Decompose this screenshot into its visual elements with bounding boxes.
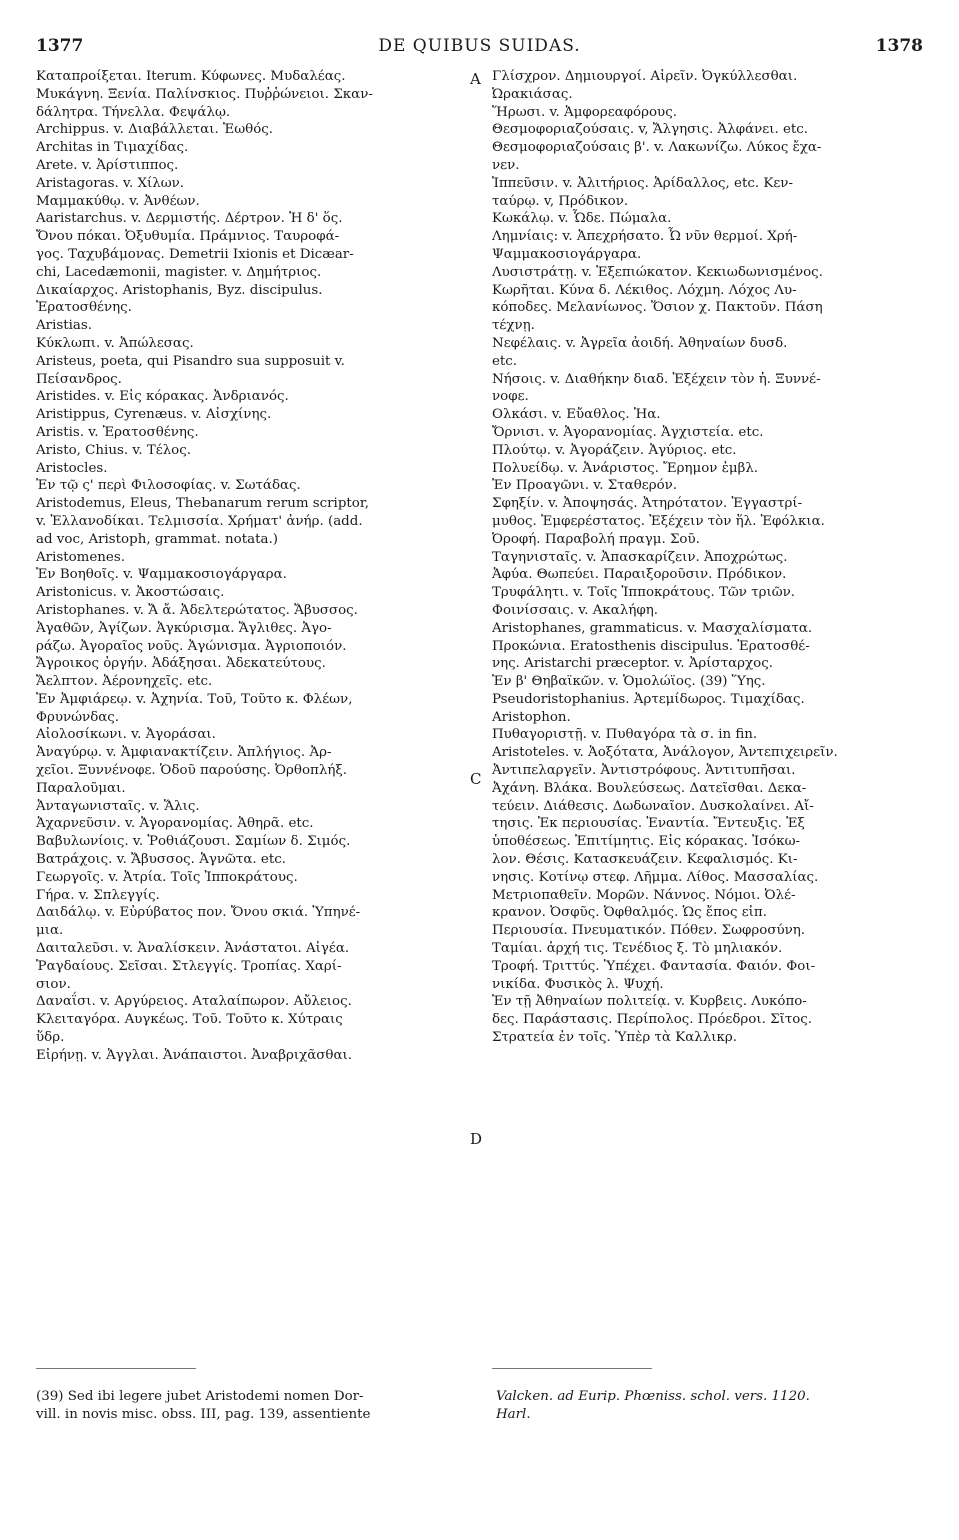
text-line: Πυθαγοριστῇ. v. Πυθαγόρα τὰ σ. in fin. — [492, 727, 758, 743]
footnote-line: Harl. — [496, 1406, 531, 1422]
text-line: Μυκάγνη. Ξενία. Παλίνσκιος. Πυῤῥώνειοι. Σκαν- — [36, 86, 373, 102]
right-column-number: 1378 — [875, 36, 923, 56]
text-line: Τρυφάλητι. v. Τοῖς Ἱπποκράτους. Τῶν τριῶν. — [492, 585, 796, 601]
footnote-right — [496, 1388, 810, 1424]
text-line: v. Ἑλλανοδίκαι. Τελμισσία. Χρήματ' ἀνήρ. (add. — [36, 513, 363, 529]
text-line: Aaristarchus. v. Δερμιστής. Δέρτρον. Ἡ δ' ὅς. — [36, 211, 343, 227]
text-line: Ολκάσι. v. Εὔαθλος. Ἠα. — [492, 407, 661, 423]
text-line: κόποδες. Μελανίωνος. Ὅσιον χ. Πακτοῦν. Πάση — [492, 300, 823, 316]
text-line: Δικαίαρχος. Aristophanis, Byz. discipulus. — [36, 282, 323, 298]
text-line: νεν. — [492, 157, 520, 173]
text-line: Aristides. v. Εἰς κόρακας. Ἀνδριανός. — [36, 389, 289, 405]
text-line: Γήρα. v. Σπλεγγίς. — [36, 887, 160, 903]
text-line: Aristis. v. Ἐρατοσθένης. — [36, 424, 199, 440]
text-line: Ἱππεῦσιν. v. Ἀλιτήριος. Ἀρίδαλλος, etc. Κεν- — [492, 175, 793, 191]
text-line: νικίδα. Φυσικὸς λ. Ψυχή. — [492, 976, 664, 992]
text-line: δες. Παράστασις. Περίπολος. Πρόεδροι. Σῖτος. — [492, 1012, 813, 1028]
text-line: Aristophon. — [492, 709, 571, 725]
text-line: Ἐν τῷ ς' περὶ Φιλοσοφίας. v. Σωτάδας. — [36, 478, 301, 494]
text-line: Βατράχοις. v. Ἄβυσσος. Ἀγνῶτα. etc. — [36, 852, 286, 868]
text-line: Θεσμοφοριαζούσαις β'. v. Λακωνίζω. Λύκος ἔχα- — [492, 140, 822, 156]
text-line: Ἐν Ἀμφιάρεῳ. v. Ἀχηνία. Τοῦ, Τοῦτο κ. Φλέων, — [36, 691, 353, 707]
text-line: Στρατεία ἐν τοῖς. Ὑπὲρ τὰ Καλλικρ. — [492, 1030, 737, 1046]
text-line: μυθος. Ἐμφερέστατος. Ἐξέχειν τὸν ἥλ. Ἐφόλκια. — [492, 513, 825, 529]
text-line: Λυσιστράτῃ. v. Ἐξεπιώκατον. Κεκιωδωνισμένος. — [492, 264, 823, 280]
text-line: Ἐν β' Θηβαϊκῶν. v. Ὁμολώϊος. (39) Ὕης. — [492, 674, 766, 690]
text-line: Ἐρατοσθένης. — [36, 300, 132, 316]
text-line: Ἀγαθῶν, Ἀγίζων. Ἀγκύρισμα. Ἄγλιθες. Ἀγο- — [36, 620, 332, 636]
text-line: Παραλοῦμαι. — [36, 780, 126, 796]
text-line: Κωκάλῳ. v. Ὧδε. Πώμαλα. — [492, 211, 672, 227]
right-column — [492, 68, 924, 1047]
text-line: Archippus. v. Διαβάλλεται. Ἑωθός. — [36, 122, 274, 138]
text-line: ὕδρ. — [36, 1030, 65, 1046]
text-line: Φοινίσσαις. v. Ακαλήφη. — [492, 602, 659, 618]
text-line: Ὄνου πόκαι. Ὀξυθυμία. Πράμνιος. Ταυροφά- — [36, 229, 340, 245]
text-line: Νήσοις. v. Διαθήκην διαδ. Ἐξέχειν τὸν ἡ. Ξυννέ- — [492, 371, 821, 387]
text-line: τησις. Ἐκ περιουσίας. Ἐναντία. Ἔντευξις. Ἐξ — [492, 816, 805, 832]
text-line: Πολυείδῳ. v. Ἀνάριστος. Ἔρημον ἐμβλ. — [492, 460, 759, 476]
text-line: Μετριοπαθεῖν. Μορῶν. Νάννος. Νόμοι. Ὀλέ- — [492, 887, 796, 903]
text-line: Aristo, Chius. v. Τέλος. — [36, 442, 192, 458]
text-line: Aristippus, Cyrenæus. v. Αἰσχίνης. — [36, 407, 272, 423]
text-line: Ταμίαι. ἀρχή τις. Τενέδιος ξ. Τὸ μηλιακόν. — [492, 941, 783, 957]
text-line: Ἀχαρνεῦσιν. v. Ἀγορανομίας. Ἀθηρᾶ. etc. — [36, 816, 314, 832]
text-line: Ἀνταγωνισταῖς. v. Ἅλις. — [36, 798, 200, 814]
footnote-line: Valcken. ad Eurip. Phœniss. schol. vers. 1120. — [496, 1389, 810, 1404]
text-line: Aristeus, poeta, qui Pisandro sua supposuit v. — [36, 353, 345, 369]
text-line: Ἐν τῇ Ἀθηναίων πολιτείᾳ. v. Κυρβεις. Λυκόπο- — [492, 994, 807, 1010]
text-line: Aristagoras. v. Χίλων. — [36, 175, 185, 191]
text-line: Κύκλωπι. v. Ἀπώλεσας. — [36, 335, 194, 351]
text-line: Δαναΐσι. v. Αργύρειος. Αταλαίπωρον. Αὔλειος. — [36, 994, 352, 1010]
text-line: Περιουσία. Πνευματικόν. Πόθεν. Σωφροσύνη. — [492, 923, 806, 939]
text-line: Ἐν Προαγῶνι. v. Σταθερόν. — [492, 478, 678, 494]
text-line: τέχνῃ. — [492, 318, 535, 334]
text-line: ράζω. Ἀγοραῖος νοῦς. Ἀγώνισμα. Ἀγριοποιόν. — [36, 638, 347, 654]
footnote-line: (39) Sed ibi legere jubet Aristodemi nomen Dor- — [36, 1389, 364, 1404]
text-line: Aristophanes. v. Ἄ ἄ. Ἀδελτερώτατος. Ἄβυσσος. — [36, 602, 358, 618]
text-line: νησις. Κοτίνῳ στεφ. Λῆμμα. Λίθος. Μασσαλίας. — [492, 869, 819, 885]
text-line: Aristias. — [36, 318, 93, 334]
text-line: Architas in Τιμαχίδας. — [36, 140, 189, 156]
text-line: σιον. — [36, 976, 71, 992]
text-line: Aristodemus, Eleus, Thebanarum rerum scriptor, — [36, 496, 370, 512]
text-line: Θεσμοφοριαζούσαις. v, Ἄλγησις. Ἀλφάνει. etc. — [492, 122, 809, 138]
text-line: Ἥρωσι. v. Ἀμφορεαφόρους. — [492, 104, 677, 120]
text-line: Δαιδάλῳ. v. Εὐρύβατος πον. Ὄνου σκιά. Ὑπηνέ- — [36, 905, 361, 921]
text-line: Pseudoristophanius. Ἀρτεμίδωρος. Τιμαχίδας. — [492, 691, 805, 707]
footnote-left — [36, 1388, 370, 1424]
text-line: etc. — [492, 353, 518, 369]
text-line: μια. — [36, 923, 64, 939]
text-line: Aristonicus. v. Ἀκοστώσαις. — [36, 585, 225, 601]
text-line: νης. Aristarchi præceptor. v. Ἀρίσταρχος. — [492, 656, 773, 672]
footnote-rule-left — [36, 1368, 196, 1369]
text-line: Τροφή. Τριττύς. Ὑπέχει. Φαντασία. Φαιόν. Φοι- — [492, 958, 816, 974]
text-line: Μαμμακύθῳ. v. Ἀνθέων. — [36, 193, 200, 209]
text-line: Aristomenes. — [36, 549, 125, 565]
text-line: Βαβυλωνίοις. v. Ῥοθιάζουσι. Σαμίων δ. Σιμός. — [36, 834, 351, 850]
text-line: Ἄελπτον. Ἀέρονηχεῖς. etc. — [36, 674, 213, 690]
page-header — [36, 36, 923, 60]
text-line: Aristoteles. v. Ἀοξότατα, Ἀνάλογον, Ἀντεπιχειρεῖν. — [492, 745, 838, 761]
section-marker-c: C — [470, 770, 482, 788]
text-line: Ὠρακιάσας. — [492, 86, 573, 102]
text-line: Aristocles. — [36, 460, 108, 476]
text-line: Σφηξίν. v. Ἀποψησάς. Ἀτηρότατον. Ἐγγαστρί- — [492, 496, 803, 512]
text-line: Προκώνια. Eratosthenis discipulus. Ἐρατοσθέ- — [492, 638, 810, 654]
text-line: δάλητρα. Τήνελλα. Φεψάλῳ. — [36, 104, 231, 120]
section-marker-a: A — [470, 70, 481, 88]
footnote-line: vill. in novis misc. obss. III, pag. 139, assentiente — [36, 1406, 371, 1422]
section-marker-d: D — [470, 1130, 483, 1148]
text-line: Λημνίαις: v. Ἀπεχρήσατο. Ὦ νῦν θερμοί. Χρή- — [492, 229, 798, 245]
text-line: λον. Θέσις. Κατασκευάζειν. Κεφαλισμός. Κι- — [492, 852, 798, 868]
text-line: Ὄρνισι. v. Ἀγορανομίας. Ἀγχιστεία. etc. — [492, 424, 764, 440]
text-line: Εἰρήνῃ. v. Ἀγγλαι. Ἀνάπαιστοι. Ἀναβριχᾶσθαι. — [36, 1047, 352, 1063]
text-line: Arete. v. Ἀρίστιππος. — [36, 157, 179, 173]
text-line: Δαιταλεῦσι. v. Ἀναλίσκειν. Ἀνάστατοι. Αἰγέα. — [36, 941, 350, 957]
text-line: Ψαμμακοσιογάργαρα. — [492, 246, 642, 262]
text-line: κρανον. Ὀσφῦς. Ὀφθαλμός. Ὡς ἔπος εἰπ. — [492, 905, 767, 921]
text-line: Κλειταγόρα. Αυγκέως. Τοῦ. Τοῦτο κ. Χύτραις — [36, 1012, 343, 1028]
text-line: Πλούτῳ. v. Ἀγοράζειν. Ἀγύριος. etc. — [492, 442, 737, 458]
text-line: ad voc, Aristoph, grammat. notata.) — [36, 531, 278, 547]
running-title: DE QUIBUS SUIDAS. — [378, 36, 581, 56]
text-line: Νεφέλαις. v. Ἀγρεῖα ἀοιδή. Ἀθηναίων δυσδ. — [492, 335, 788, 351]
text-line: ταύρῳ. v, Πρόδικον. — [492, 193, 629, 209]
left-column — [36, 68, 476, 1065]
text-line: Ἀντιπελαργεῖν. Ἀντιστρόφους. Ἀντιτυπῆσαι. — [492, 763, 796, 779]
text-line: γος. Ταχυβάμονας. Demetrii Ixionis et Dicæar- — [36, 246, 354, 262]
text-line: Πείσανδρος. — [36, 371, 122, 387]
text-line: νοφε. — [492, 389, 529, 405]
footnote-rule-right — [492, 1368, 652, 1369]
text-line: Ἀφύα. Θωπεύει. Παραιξοροῦσιν. Πρόδικον. — [492, 567, 787, 583]
text-line: Ἐν Βοηθοῖς. v. Ψαμμακοσιογάργαρα. — [36, 567, 287, 583]
text-line: τεύειν. Διάθεσις. Δωδωναῖον. Δυσκολαίνει. Αἴ- — [492, 798, 814, 814]
text-line: Κωρῆται. Κύνα δ. Λέκιθος. Λόχμη. Λόχος Λυ- — [492, 282, 797, 298]
text-line: Aristophanes, grammaticus. v. Μασχαλίσματα. — [492, 620, 813, 636]
text-line: Αἰολοσίκωνι. v. Ἀγοράσαι. — [36, 727, 216, 743]
text-line: chi, Lacedæmonii, magister. v. Δημήτριος. — [36, 264, 322, 280]
text-line: Φρυνώνδας. — [36, 709, 120, 725]
text-line: Καταπροίξεται. Iterum. Κύφωνες. Μυδαλέας. — [36, 69, 346, 84]
text-line: Γλίσχρον. Δημιουργοί. Αἱρεῖν. Ὀγκύλλεσθαι. — [492, 69, 798, 84]
text-line: Ἄγροικος ὀργήν. Ἀδάξησαι. Ἀδεκατεύτους. — [36, 656, 326, 672]
text-line: Ἀναγύρῳ. v. Ἀμφιανακτίζειν. Ἀπλήγιος. Ἀρ- — [36, 745, 332, 761]
left-column-number: 1377 — [36, 36, 84, 56]
text-line: Ταγηνισταῖς. v. Ἀπασκαρίζειν. Ἀποχρώτως. — [492, 549, 788, 565]
text-line: χεῖοι. Ξυννένοφε. Ὁδοῦ παρούσης. Ὀρθοπλήξ. — [36, 763, 347, 779]
text-line: Ῥαγδαίους. Σεῖσαι. Στλεγγίς. Τροπίας. Χαρί- — [36, 958, 342, 974]
text-line: Γεωργοῖς. v. Ἀτρία. Τοῖς Ἱπποκράτους. — [36, 869, 298, 885]
text-line: Ἀχάνη. Βλάκα. Βουλεύσεως. Δατεῖσθαι. Δεκα- — [492, 780, 807, 796]
text-line: ὑποθέσεως. Ἐπιτίμητις. Εἰς κόρακας. Ἰσόκω- — [492, 834, 801, 850]
text-line: Ὀροφή. Παραβολή πραγμ. Σοῦ. — [492, 531, 700, 547]
